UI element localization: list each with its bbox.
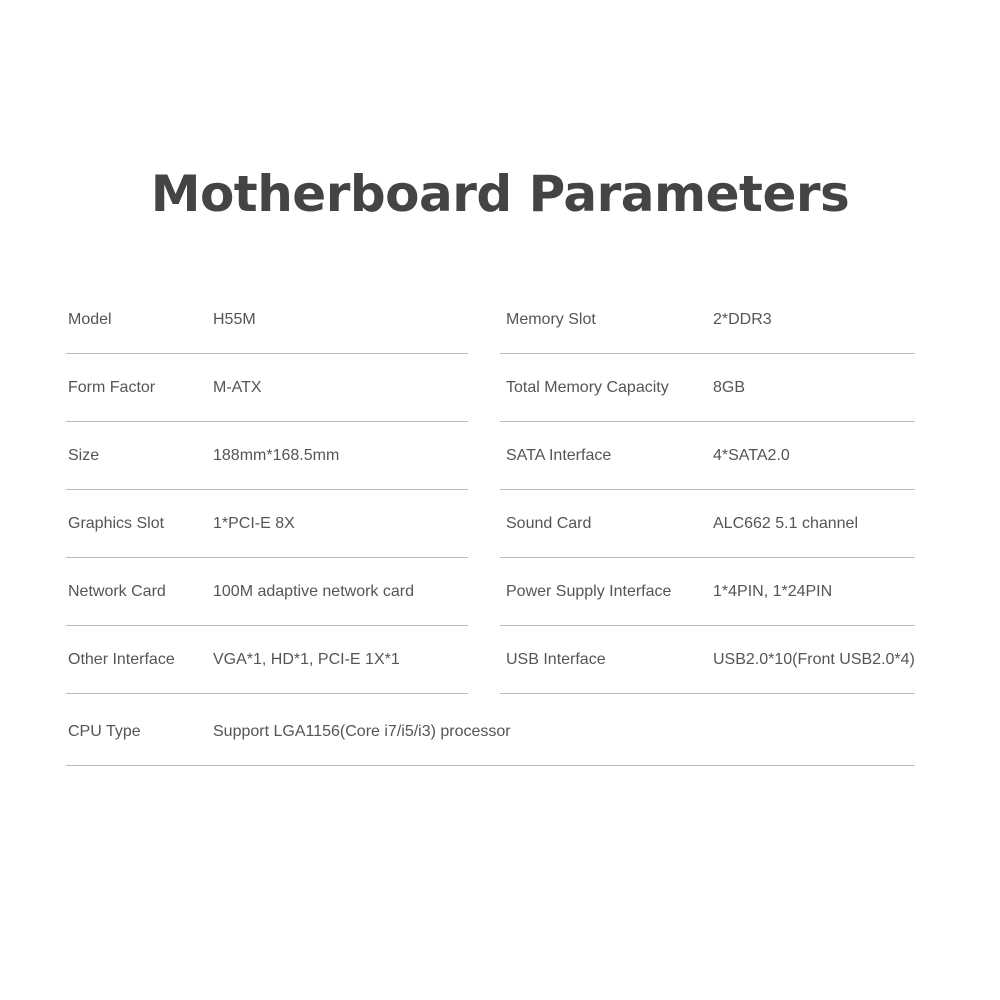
spec-label: Size (68, 447, 100, 464)
spec-row-cpu-type (66, 693, 915, 766)
spec-value: ALC662 5.1 channel (713, 515, 858, 532)
spec-row-memory-slot (500, 286, 915, 354)
spec-label: Network Card (68, 583, 166, 600)
spec-value: 188mm*168.5mm (213, 447, 340, 464)
spec-row-form-factor (66, 354, 468, 422)
spec-value: 2*DDR3 (713, 311, 772, 328)
spec-row-usb-interface (500, 626, 915, 694)
spec-label: Form Factor (68, 379, 156, 396)
spec-label: Sound Card (506, 515, 592, 532)
spec-value: USB2.0*10(Front USB2.0*4) (713, 651, 915, 668)
page-title: Motherboard Parameters (150, 165, 850, 223)
spec-label: SATA Interface (506, 447, 612, 464)
spec-label: Memory Slot (506, 311, 596, 328)
spec-value: H55M (213, 311, 256, 328)
spec-value: 1*PCI-E 8X (213, 515, 295, 532)
spec-row-power-supply-interface (500, 558, 915, 626)
spec-label: CPU Type (68, 723, 141, 740)
spec-label: Other Interface (68, 651, 175, 668)
spec-value: 100M adaptive network card (213, 583, 414, 600)
spec-label: Total Memory Capacity (506, 379, 669, 396)
spec-label: Power Supply Interface (506, 583, 672, 600)
spec-value: M-ATX (213, 379, 262, 396)
spec-label: Graphics Slot (68, 515, 165, 532)
spec-row-total-memory-capacity (500, 354, 915, 422)
spec-row-graphics-slot (66, 490, 468, 558)
spec-row-sound-card (500, 490, 915, 558)
spec-label: USB Interface (506, 651, 606, 668)
spec-row-other-interface (66, 626, 468, 694)
spec-value: VGA*1, HD*1, PCI-E 1X*1 (213, 651, 400, 668)
spec-value: 1*4PIN, 1*24PIN (713, 583, 833, 600)
spec-label: Model (68, 311, 112, 328)
spec-row-size (66, 422, 468, 490)
spec-row-network-card (66, 558, 468, 626)
spec-row-sata-interface (500, 422, 915, 490)
spec-value: 8GB (713, 379, 746, 396)
spec-value: Support LGA1156(Core i7/i5/i3) processor (213, 723, 511, 740)
spec-row-model (66, 286, 468, 354)
spec-value: 4*SATA2.0 (713, 447, 790, 464)
